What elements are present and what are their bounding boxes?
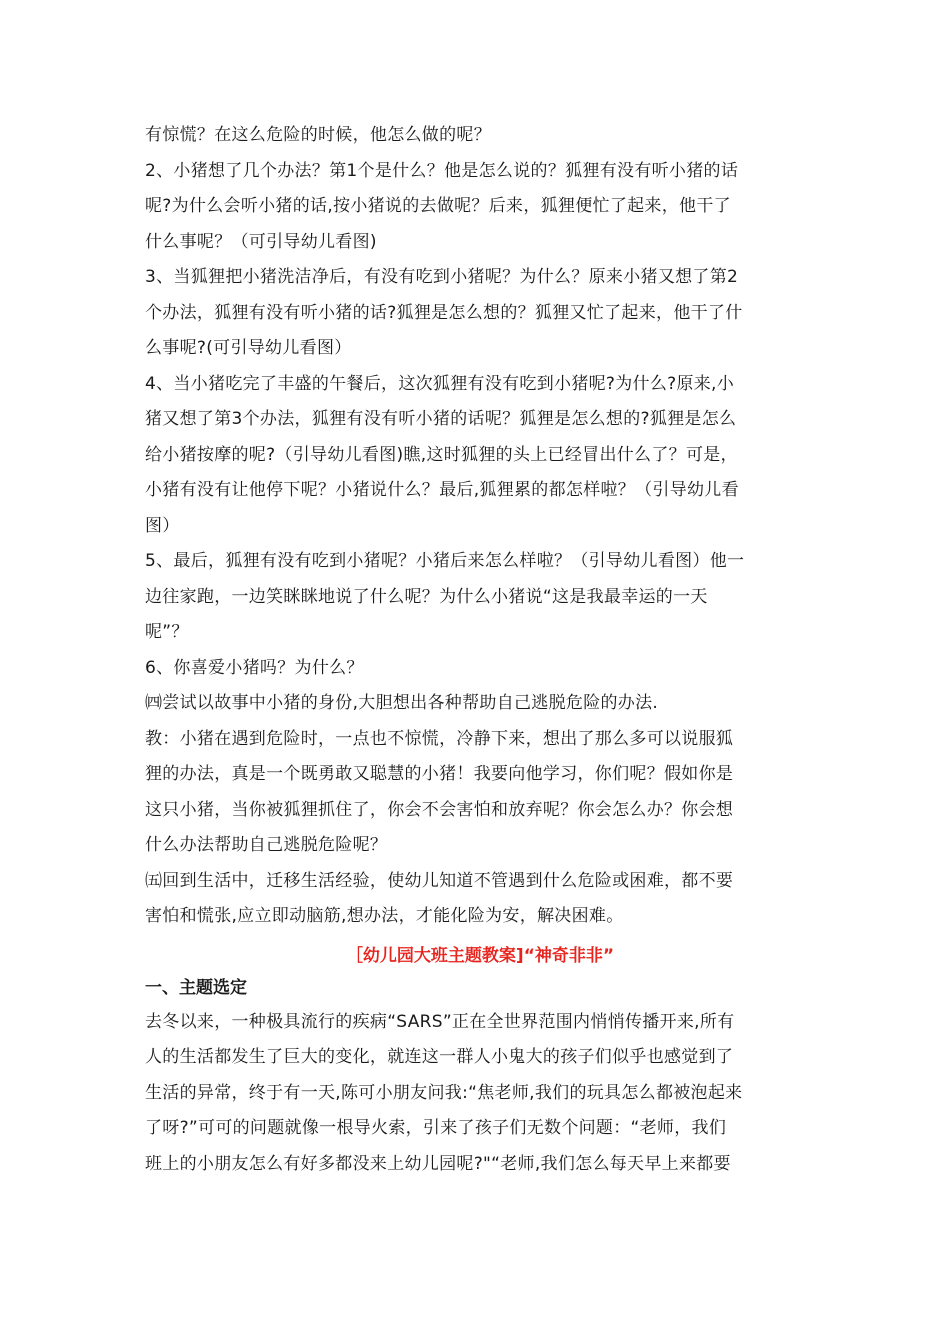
- text-line: 给小猪按摩的呢?（引导幼儿看图)瞧,这时狐狸的头上已经冒出什么了？可是，: [145, 444, 738, 465]
- text-line: 2、小猪想了几个办法？第1个是什么？他是怎么说的？狐狸有没有听小猪的话: [145, 160, 739, 181]
- text-line: 呢?为什么会听小猪的话,按小猪说的去做呢？后来，狐狸便忙了起来，他干了: [145, 196, 731, 216]
- text-line: ㈣尝试以故事中小猪的身份,大胆想出各种帮助自己逃脱危险的办法.: [145, 693, 659, 713]
- text-line: 猪又想了第3个办法，狐狸有没有听小猪的话呢？狐狸是怎么想的?狐狸是怎么: [145, 409, 737, 429]
- text-line: 个办法，狐狸有没有听小猪的话?狐狸是怎么想的？狐狸又忙了起来，他干了什: [145, 302, 743, 323]
- text-line: 么事呢?(可引导幼儿看图）: [145, 338, 352, 358]
- text-line: 图）: [145, 515, 180, 536]
- text-line: 边往家跑，一边笑眯眯地说了什么呢？为什么小猪说“这是我最幸运的一天: [145, 586, 708, 607]
- text-line: 什么办法帮助自己逃脱危险呢？: [145, 835, 388, 855]
- text-line: 有惊慌？在这么危险的时候，他怎么做的呢？: [145, 125, 491, 145]
- text-line: 班上的小朋友怎么有好多都没来上幼儿园呢?"“老师,我们怎么每天早上来都要: [145, 1153, 731, 1174]
- text-line: 6、你喜爱小猪吗？为什么？: [145, 657, 364, 678]
- text-line: 呢”？: [145, 622, 189, 642]
- text-line: 了呀?”可可的问题就像一根导火索，引来了孩子们无数个问题：“老师，我们: [145, 1118, 727, 1138]
- text-line: 害怕和慌张,应立即动脑筋,想办法，才能化险为安，解决困难。: [145, 906, 624, 926]
- text-line: 4、当小猪吃完了丰盛的午餐后，这次狐狸有没有吃到小猪呢?为什么?原来,小: [145, 373, 735, 394]
- text-line: 这只小猪，当你被狐狸抓住了，你会不会害怕和放弃呢？你会怎么办？你会想: [145, 799, 734, 820]
- lesson-steps: [145, 118, 815, 935]
- text-line: 什么事呢？（可引导幼儿看图): [145, 231, 377, 252]
- text-line: 去冬以来，一种极具流行的疾病“SARS”正在全世界范围内悄悄传播开来,所有: [145, 1011, 735, 1032]
- text-line: 小猪有没有让他停下呢？小猪说什么？最后,狐狸累的都怎样啦？（引导幼儿看: [145, 480, 739, 500]
- section-paragraph: [145, 1005, 815, 1183]
- section-heading: 一、主题选定: [145, 977, 247, 998]
- text-line: 5、最后，狐狸有没有吃到小猪呢？小猪后来怎么样啦？（引导幼儿看图）他一: [145, 551, 745, 571]
- text-line: ㈤回到生活中，迁移生活经验，使幼儿知道不管遇到什么危险或困难，都不要: [145, 870, 734, 891]
- section-title: ［幼儿园大班主题教案]“神奇非非”: [345, 945, 615, 966]
- text-line: 3、当狐狸把小猪洗洁净后，有没有吃到小猪呢？为什么？原来小猪又想了第2: [145, 267, 739, 287]
- text-line: 人的生活都发生了巨大的变化，就连这一群人小鬼大的孩子们似乎也感觉到了: [145, 1047, 734, 1067]
- text-line: 狸的办法，真是一个既勇敢又聪慧的小猪！我要向他学习，你们呢？假如你是: [145, 764, 734, 784]
- text-line: 教：小猪在遇到危险时，一点也不惊慌，冷静下来，想出了那么多可以说服狐: [145, 728, 734, 749]
- document-body: [145, 118, 815, 1182]
- text-line: 生活的异常，终于有一天,陈可小朋友问我:“焦老师,我们的玩具怎么都被泡起来: [145, 1082, 743, 1103]
